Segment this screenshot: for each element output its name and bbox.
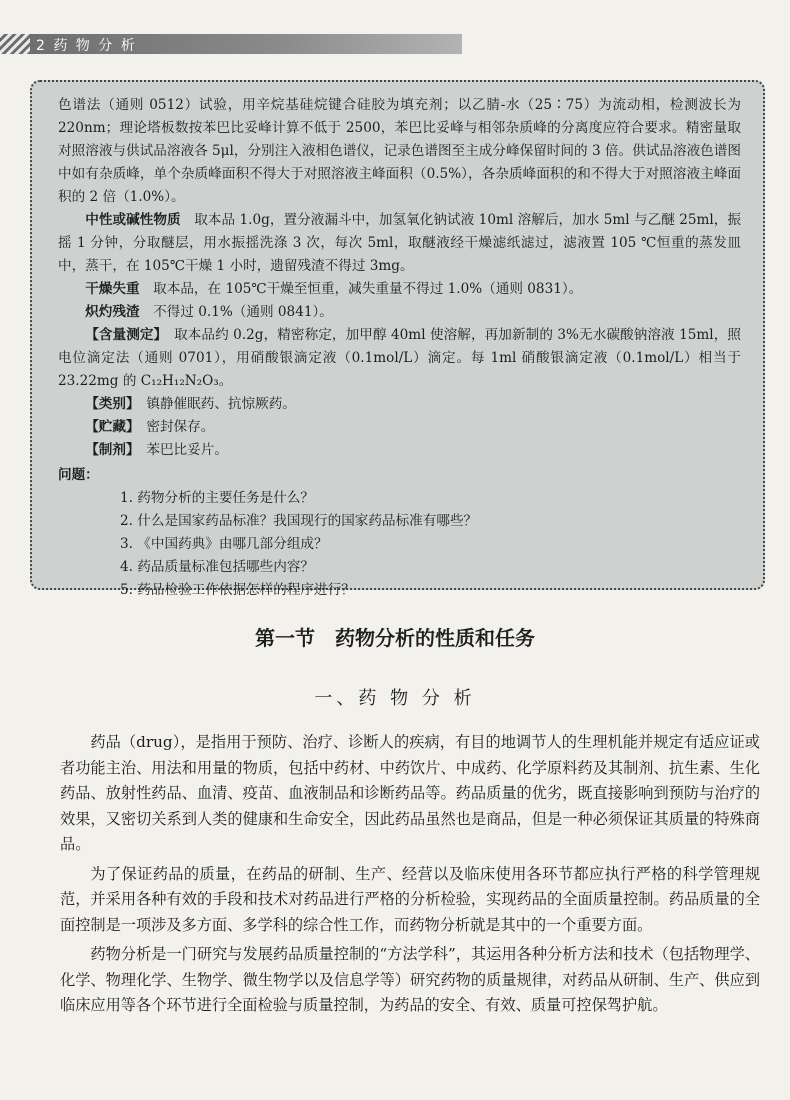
box-paragraph-prep	[58, 439, 741, 462]
box-paragraph-category	[58, 393, 741, 416]
neutral-title: 中性或碱性物质	[85, 212, 181, 228]
questions-title: 问题：	[58, 467, 99, 483]
questions-list	[58, 487, 741, 602]
assay-tag: 【含量测定】	[85, 327, 161, 343]
page-header	[0, 34, 462, 54]
body-text	[60, 730, 760, 1023]
subsection-title: 一、药 物 分 析	[314, 688, 476, 709]
box-paragraph-storage	[58, 416, 741, 439]
question-item: 4. 药品质量标准包括哪些内容？	[120, 559, 315, 575]
body-paragraph-2: 为了保证药品的质量，在药品的研制、生产、经营以及临床使用各环节都应执行严格的科学管理规范，并采用各种有效的手段和技术对药品进行严格的分析检验，实现药品的全面质量控制。药品质量的全面控制是一项涉及多方面、多学科的综合性工作，而药物分析就是其中的一个重要方面。	[60, 864, 760, 934]
prep-tag: 【制剂】	[85, 442, 133, 458]
category-tag: 【类别】	[85, 396, 133, 412]
question-item: 3. 《中国药典》由哪几部分组成？	[120, 536, 328, 552]
question-item: 1. 药物分析的主要任务是什么？	[120, 490, 315, 506]
page-number-label: 2 药 物 分 析	[36, 38, 137, 54]
question-item: 5. 药品检验工作依据怎样的程序进行？	[120, 582, 355, 598]
question-item: 2. 什么是国家药品标准？我国现行的国家药品标准有哪些？	[120, 513, 478, 529]
example-box	[30, 80, 765, 598]
category-text: 镇静催眠药、抗惊厥药。	[132, 396, 296, 412]
body-paragraph-1: 药品（drug），是指用于预防、治疗、诊断人的疾病，有目的地调节人的生理机能并规定有适应证或者功能主治、用法和用量的物质，包括中药材、中药饮片、中成药、化学原料药及其制剂、抗生素、生化药品、放射性药品、血清、疫苗、血液制品和诊断药品等。药品质量的优劣，既直接影响到预防与治疗的效果，又密切关系到人类的健康和生命安全，因此药品虽然也是商品，但是一种必须保证其质量的特殊商品。	[60, 733, 760, 853]
residue-text: 不得过 0.1%（通则 0841）。	[139, 304, 333, 320]
storage-text: 密封保存。	[132, 419, 215, 435]
box-paragraph-neutral	[58, 209, 741, 278]
box-paragraph-assay	[58, 324, 741, 393]
dry-title: 干燥失重	[85, 281, 140, 297]
header-stripes	[0, 34, 30, 54]
residue-title: 炽灼残渣	[85, 304, 140, 320]
box-paragraph-dry	[58, 278, 741, 301]
box-paragraph-residue	[58, 301, 741, 324]
neutral-text: 取本品 1.0g，置分液漏斗中，加氢氧化钠试液 10ml 溶解后，加水 5ml 与乙醚 25ml，振摇 1 分钟，分取醚层，用水振摇洗涤 3 次，每次 5ml，取醚液经干燥滤纸滤过，滤液置 105 ℃恒重的蒸发皿中，蒸干，在 105℃干燥 1 小时，遗留残渣不得过 3mg。	[58, 212, 742, 274]
dry-text: 取本品，在 105℃干燥至恒重，减失重量不得过 1.0%（通则 0831）。	[139, 281, 583, 297]
box-paragraph-chromatography: 色谱法（通则 0512）试验，用辛烷基硅烷键合硅胶为填充剂；以乙腈-水（25∶75）为流动相，检测波长为 220nm；理论塔板数按苯巴比妥峰计算不低于 2500，苯巴比妥峰与相邻杂质峰的分离度应符合要求。精密量取对照溶液与供试品溶液各 5μl，分别注入液相色谱仪，记录色谱图至主成分峰保留时间的 3 倍。供试品溶液色谱图中如有杂质峰，单个杂质峰面积不得大于对照溶液主峰面积（0.5%），各杂质峰面积的和不得大于对照溶液主峰面积的 2 倍（1.0%）。	[58, 97, 741, 205]
storage-tag: 【贮藏】	[85, 419, 133, 435]
body-paragraph-3: 药物分析是一门研究与发展药品质量控制的“方法学科”，其运用各种分析方法和技术（包括物理学、化学、物理化学、生物学、微生物学以及信息学等）研究药物的质量规律，对药品从研制、生产、供应到临床应用等各个环节进行全面检验与质量控制，为药品的安全、有效、质量可控保驾护航。	[60, 945, 760, 1014]
assay-text: 取本品约 0.2g，精密称定，加甲醇 40ml 使溶解，再加新制的 3%无水碳酸钠溶液 15ml，照电位滴定法（通则 0701），用硝酸银滴定液（0.1mol/L）滴定。每 1ml 硝酸银滴定液（0.1mol/L）相当于 23.22mg 的 C₁₂H₁₂N₂O₃。	[58, 327, 742, 389]
section-title: 第一节 药物分析的性质和任务	[255, 626, 535, 650]
prep-text: 苯巴比妥片。	[132, 442, 228, 458]
